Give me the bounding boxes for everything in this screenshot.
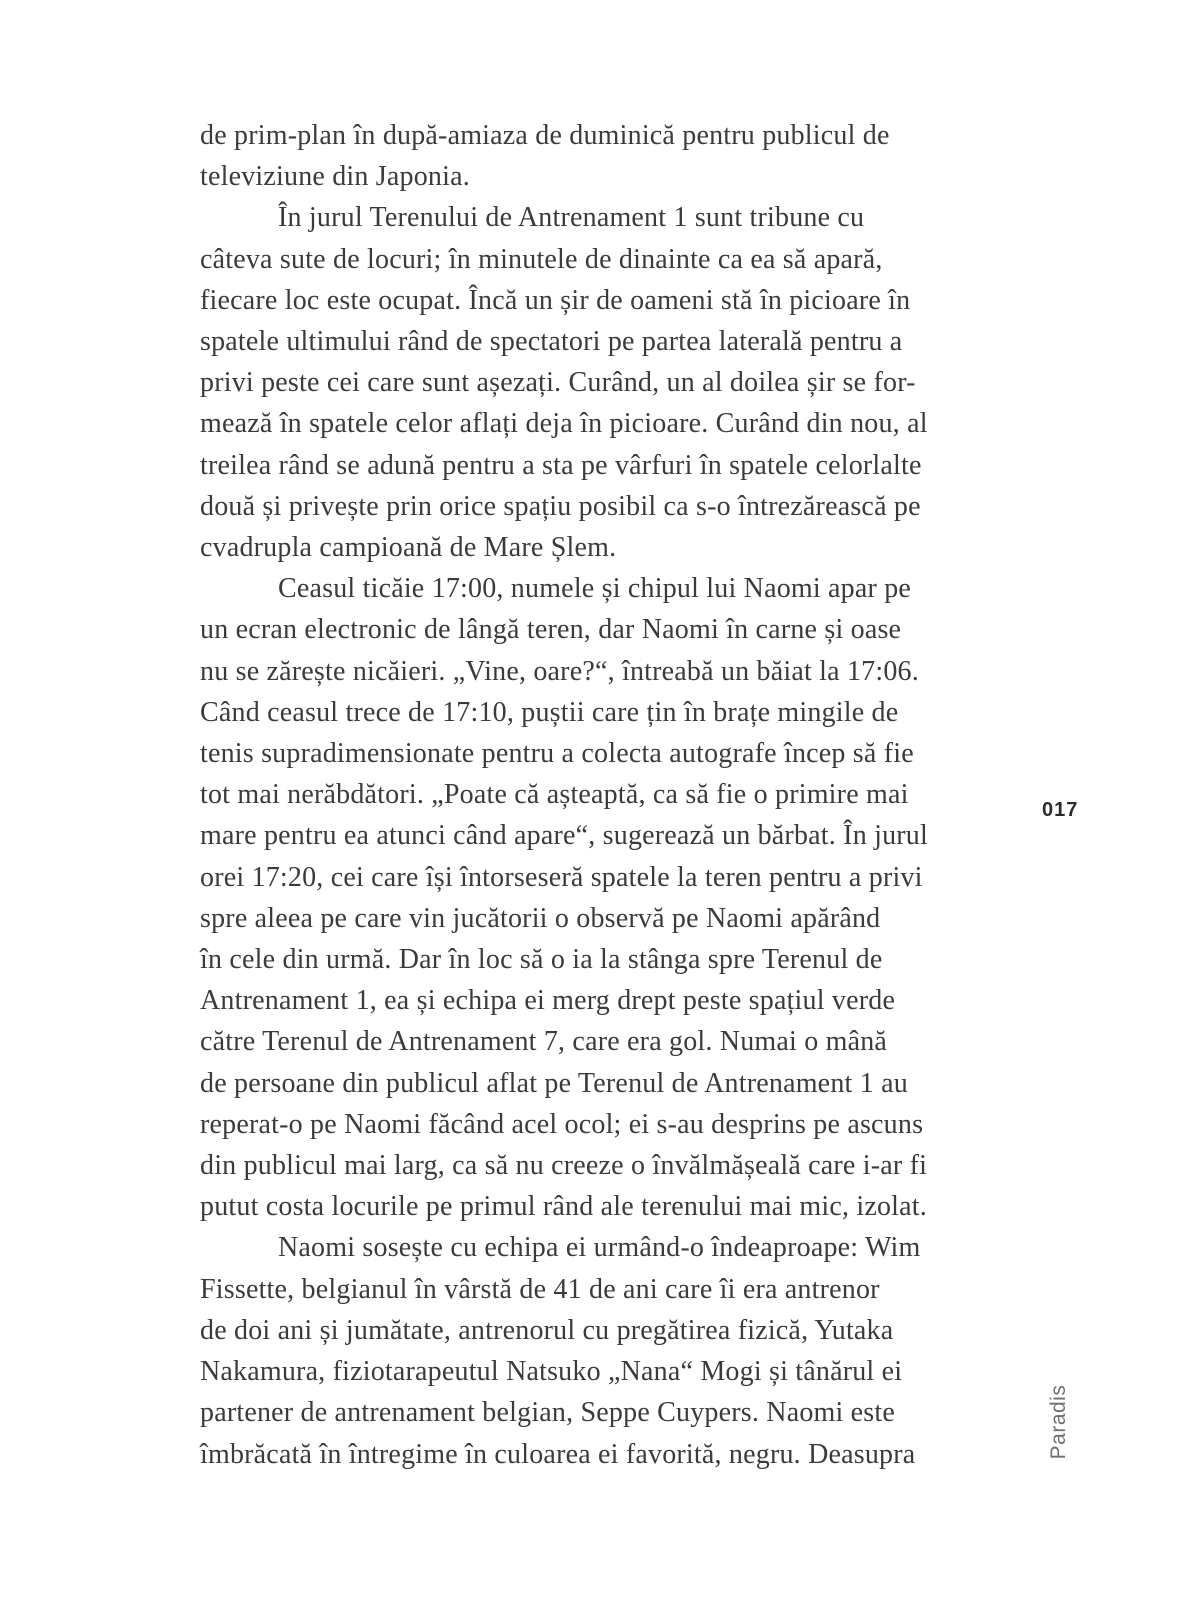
text-line: spre aleea pe care vin jucătorii o observă pe Naomi apărând bbox=[200, 902, 881, 934]
text-line: Fissette, belgianul în vârstă de 41 de ani care îi era antrenor bbox=[200, 1273, 880, 1305]
text-line: mare pentru ea atunci când apare“, sugerează un bărbat. În jurul bbox=[200, 820, 928, 852]
text-line: privi peste cei care sunt așezați. Curând, un al doilea șir se for- bbox=[200, 367, 916, 399]
text-line: fiecare loc este ocupat. Încă un șir de oameni stă în picioare în bbox=[200, 284, 911, 316]
text-line: Nakamura, fiziotarapeutul Natsuko „Nana“ Mogi și tânărul ei bbox=[200, 1356, 903, 1388]
page-number: 017 bbox=[1042, 799, 1079, 821]
body-text-block bbox=[200, 115, 1015, 1475]
text-line: televiziune din Japonia. bbox=[200, 161, 470, 193]
text-line: două și privește prin orice spațiu posibil ca s-o întrezărească pe bbox=[200, 490, 921, 522]
text-line: reperat-o pe Naomi făcând acel ocol; ei s-au desprins pe ascuns bbox=[200, 1108, 924, 1140]
text-line: un ecran electronic de lângă teren, dar Naomi în carne și oase bbox=[200, 614, 902, 646]
text-line: îmbrăcată în întregime în culoarea ei favorită, negru. Deasupra bbox=[200, 1438, 916, 1470]
text-line: Antrenament 1, ea și echipa ei merg drept peste spațiul verde bbox=[200, 985, 896, 1017]
text-line: câteva sute de locuri; în minutele de dinainte ca ea să apară, bbox=[200, 243, 883, 275]
text-line: de doi ani și jumătate, antrenorul cu pregătirea fizică, Yutaka bbox=[200, 1314, 894, 1346]
text-line: Când ceasul trece de 17:10, puștii care țin în brațe mingile de bbox=[200, 696, 899, 728]
text-line: putut costa locurile pe primul rând ale terenului mai mic, izolat. bbox=[200, 1191, 927, 1223]
text-line: către Terenul de Antrenament 7, care era gol. Numai o mână bbox=[200, 1026, 888, 1058]
text-line: tot mai nerăbdători. „Poate că așteaptă, ca să fie o primire mai bbox=[200, 779, 909, 811]
text-line: cvadrupla campioană de Mare Șlem. bbox=[200, 532, 617, 564]
text-line: tenis supradimensionate pentru a colecta autografe încep să fie bbox=[200, 738, 914, 770]
text-line: mează în spatele celor aflați deja în picioare. Curând din nou, al bbox=[200, 408, 928, 440]
text-line: de persoane din publicul aflat pe Terenul de Antrenament 1 au bbox=[200, 1067, 908, 1099]
running-title-vertical: Paradis bbox=[1047, 1384, 1070, 1460]
text-line: din publicul mai larg, ca să nu creeze o învălmășeală care i-ar fi bbox=[200, 1150, 928, 1182]
text-line: partener de antrenament belgian, Seppe Cuypers. Naomi este bbox=[200, 1397, 896, 1429]
text-line: Ceasul ticăie 17:00, numele și chipul lui Naomi apar pe bbox=[278, 573, 912, 605]
text-line: treilea rând se adună pentru a sta pe vârfuri în spatele celorlalte bbox=[200, 449, 922, 481]
text-line: orei 17:20, cei care își întorseseră spatele la teren pentru a privi bbox=[200, 861, 923, 893]
text-line: Naomi sosește cu echipa ei urmând-o îndeaproape: Wim bbox=[278, 1232, 921, 1264]
text-line: de prim-plan în după-amiaza de duminică pentru publicul de bbox=[200, 120, 890, 151]
text-line: nu se zărește nicăieri. „Vine, oare?“, întreabă un băiat la 17:06. bbox=[200, 655, 919, 687]
text-line: în cele din urmă. Dar în loc să o ia la stânga spre Terenul de bbox=[200, 944, 883, 976]
text-line: spatele ultimului rând de spectatori pe partea laterală pentru a bbox=[200, 326, 903, 358]
text-line: În jurul Terenului de Antrenament 1 sunt tribune cu bbox=[278, 202, 865, 234]
